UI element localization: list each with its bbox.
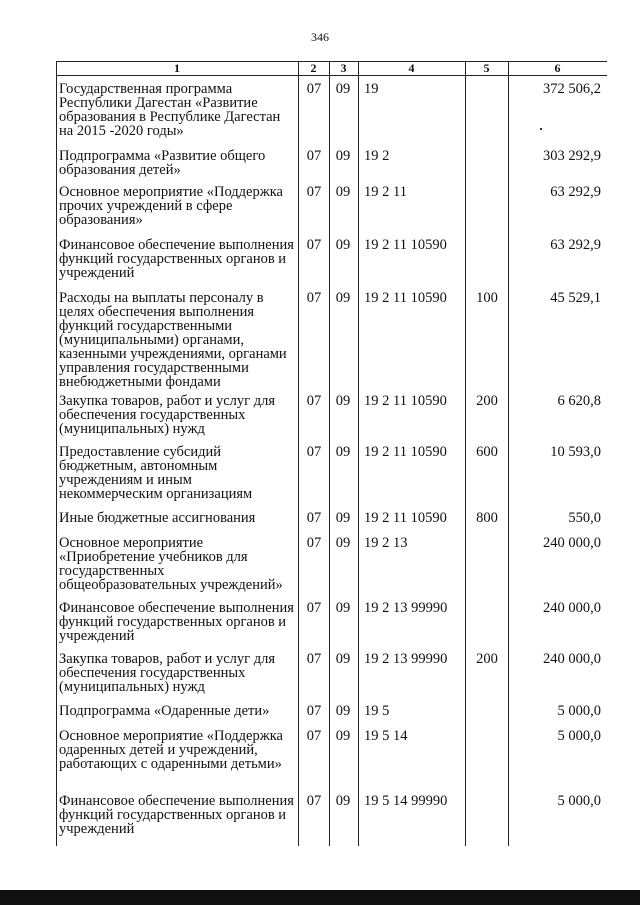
expense-type-code: 200 bbox=[476, 393, 498, 409]
target-article-code: 19 2 11 10590 bbox=[364, 290, 447, 306]
target-article-code: 19 5 14 bbox=[364, 728, 408, 744]
target-article-code: 19 2 11 10590 bbox=[364, 237, 447, 253]
item-name: Финансовое обеспечение выполнения функций государственных органов и учреждений bbox=[59, 600, 294, 644]
section-code: 07 bbox=[306, 184, 322, 200]
section-code: 07 bbox=[306, 793, 322, 809]
amount: 303 292,9 bbox=[543, 148, 601, 164]
item-name: Основное мероприятие «Поддержка прочих учреждений в сфере образования» bbox=[59, 184, 283, 228]
subsection-code: 09 bbox=[335, 703, 351, 719]
header-col-5: 5 bbox=[483, 61, 490, 75]
amount: 240 000,0 bbox=[543, 600, 601, 616]
subsection-code: 09 bbox=[335, 81, 351, 97]
section-code: 07 bbox=[306, 290, 322, 306]
amount: 372 506,2 bbox=[543, 81, 601, 97]
expense-type-code: 800 bbox=[476, 510, 498, 526]
column-divider bbox=[56, 61, 57, 846]
section-code: 07 bbox=[306, 728, 322, 744]
item-name: Финансовое обеспечение выполнения функций государственных органов и учреждений bbox=[59, 793, 294, 837]
amount: 240 000,0 bbox=[543, 651, 601, 667]
item-name: Иные бюджетные ассигнования bbox=[59, 510, 256, 526]
scan-edge bbox=[0, 890, 640, 905]
subsection-code: 09 bbox=[335, 535, 351, 551]
amount: 5 000,0 bbox=[557, 703, 601, 719]
section-code: 07 bbox=[306, 81, 322, 97]
target-article-code: 19 5 bbox=[364, 703, 390, 719]
amount: 63 292,9 bbox=[550, 237, 601, 253]
item-name: Расходы на выплаты персоналу в целях обеспечения выполнения функций государственными (муниципальными) органами, казенными учреждениями, органами управления государственными внебюджетными фондами bbox=[59, 290, 287, 390]
amount: 45 529,1 bbox=[550, 290, 601, 306]
section-code: 07 bbox=[306, 393, 322, 409]
subsection-code: 09 bbox=[335, 600, 351, 616]
section-code: 07 bbox=[306, 703, 322, 719]
column-divider bbox=[298, 61, 299, 846]
column-divider bbox=[358, 61, 359, 846]
amount: 6 620,8 bbox=[557, 393, 601, 409]
item-name: Подпрограмма «Развитие общего образования детей» bbox=[59, 148, 266, 178]
target-article-code: 19 2 13 bbox=[364, 535, 408, 551]
section-code: 07 bbox=[306, 535, 322, 551]
subsection-code: 09 bbox=[335, 148, 351, 164]
subsection-code: 09 bbox=[335, 728, 351, 744]
subsection-code: 09 bbox=[335, 184, 351, 200]
item-name: Закупка товаров, работ и услуг для обеспечения государственных (муниципальных) нужд bbox=[59, 651, 276, 695]
subsection-code: 09 bbox=[335, 651, 351, 667]
amount: 240 000,0 bbox=[543, 535, 601, 551]
item-name: Закупка товаров, работ и услуг для обеспечения государственных (муниципальных) нужд bbox=[59, 393, 276, 437]
amount: 5 000,0 bbox=[557, 728, 601, 744]
section-code: 07 bbox=[306, 651, 322, 667]
section-code: 07 bbox=[306, 148, 322, 164]
amount: 63 292,9 bbox=[550, 184, 601, 200]
target-article-code: 19 2 11 10590 bbox=[364, 510, 447, 526]
header-col-2: 2 bbox=[310, 61, 317, 75]
header-col-6: 6 bbox=[554, 61, 561, 75]
expense-type-code: 100 bbox=[476, 290, 498, 306]
subsection-code: 09 bbox=[335, 510, 351, 526]
amount: 5 000,0 bbox=[557, 793, 601, 809]
section-code: 07 bbox=[306, 444, 322, 460]
column-divider bbox=[508, 61, 509, 846]
target-article-code: 19 2 11 bbox=[364, 184, 407, 200]
expense-type-code: 600 bbox=[476, 444, 498, 460]
target-article-code: 19 2 13 99990 bbox=[364, 651, 448, 667]
section-code: 07 bbox=[306, 600, 322, 616]
item-name: Государственная программа Республики Дагестан «Развитие образования в Республике Дагестан на 2015 -2020 годы» bbox=[59, 81, 281, 139]
header-col-1: 1 bbox=[174, 61, 180, 75]
target-article-code: 19 5 14 99990 bbox=[364, 793, 448, 809]
item-name: Основное мероприятие «Поддержка одаренных детей и учреждений, работающих с одаренными детьми» bbox=[59, 728, 283, 772]
budget-table bbox=[56, 61, 607, 846]
header-col-3: 3 bbox=[340, 61, 347, 75]
header-col-4: 4 bbox=[408, 61, 415, 75]
page-number: 346 bbox=[311, 30, 329, 44]
scan-speck bbox=[540, 128, 542, 130]
subsection-code: 09 bbox=[335, 793, 351, 809]
subsection-code: 09 bbox=[335, 237, 351, 253]
target-article-code: 19 2 13 99990 bbox=[364, 600, 448, 616]
item-name: Предоставление субсидий бюджетным, автономным учреждениям и иным некоммерческим организациям bbox=[59, 444, 253, 502]
header-rule bbox=[56, 75, 607, 76]
item-name: Основное мероприятие «Приобретение учебников для государственных общеобразовательных учреждений» bbox=[59, 535, 283, 593]
expense-type-code: 200 bbox=[476, 651, 498, 667]
target-article-code: 19 2 11 10590 bbox=[364, 444, 447, 460]
amount: 10 593,0 bbox=[550, 444, 601, 460]
section-code: 07 bbox=[306, 510, 322, 526]
amount: 550,0 bbox=[568, 510, 601, 526]
target-article-code: 19 2 bbox=[364, 148, 390, 164]
item-name: Финансовое обеспечение выполнения функций государственных органов и учреждений bbox=[59, 237, 294, 281]
subsection-code: 09 bbox=[335, 290, 351, 306]
section-code: 07 bbox=[306, 237, 322, 253]
column-divider bbox=[465, 61, 466, 846]
target-article-code: 19 2 11 10590 bbox=[364, 393, 447, 409]
subsection-code: 09 bbox=[335, 393, 351, 409]
target-article-code: 19 bbox=[364, 81, 379, 97]
subsection-code: 09 bbox=[335, 444, 351, 460]
item-name: Подпрограмма «Одаренные дети» bbox=[59, 703, 270, 719]
